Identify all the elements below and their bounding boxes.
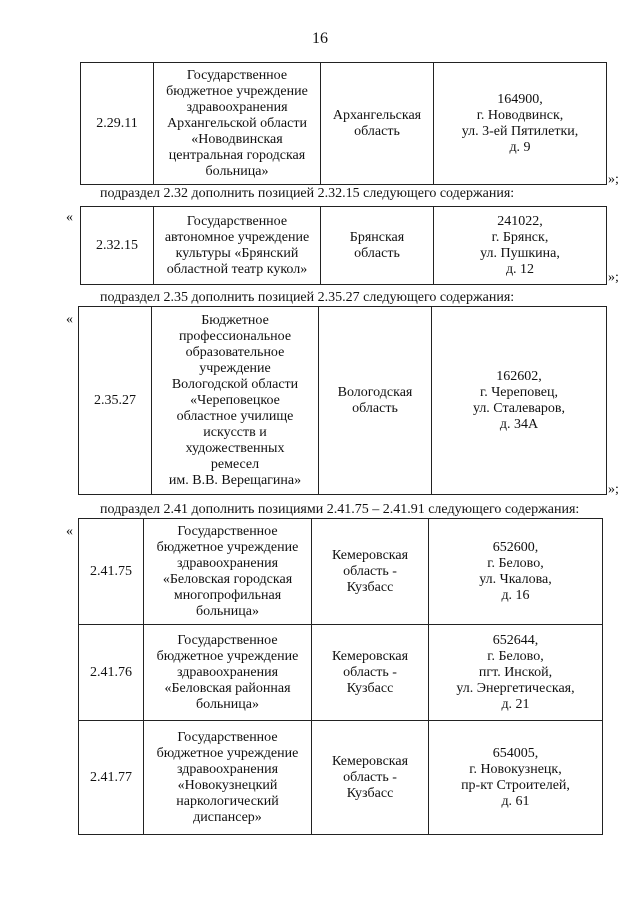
region: Кемеровская область - Кузбасс <box>312 519 429 625</box>
table-section-2-29 <box>80 62 607 185</box>
row-number: 2.41.75 <box>79 519 144 625</box>
institution-name: Бюджетное профессиональное образовательное учреждение Вологодской области «Череповецкое областное училище искусств и художественных ремесел им. В.В. Верещагина» <box>152 307 319 495</box>
row-number: 2.41.77 <box>79 721 144 835</box>
opening-quote: « <box>66 210 73 225</box>
instruction-text: подраздел 2.35 дополнить позицией 2.35.27 следующего содержания: <box>100 290 515 305</box>
region: Кемеровская область - Кузбасс <box>312 721 429 835</box>
closing-quote: »; <box>608 270 619 285</box>
closing-quote: »; <box>608 482 619 497</box>
opening-quote: « <box>66 312 73 327</box>
address: 652600, г. Белово, ул. Чкалова, д. 16 <box>429 519 603 625</box>
address: 164900, г. Новодвинск, ул. 3-ей Пятилетки, д. 9 <box>434 63 607 185</box>
row-number: 2.41.76 <box>79 625 144 721</box>
row-number: 2.35.27 <box>79 307 152 495</box>
address: 654005, г. Новокузнецк, пр-кт Строителей, д. 61 <box>429 721 603 835</box>
table-row <box>79 721 603 835</box>
table-row <box>79 307 607 495</box>
region: Кемеровская область - Кузбасс <box>312 625 429 721</box>
region: Архангельская область <box>321 63 434 185</box>
region: Вологодская область <box>319 307 432 495</box>
region: Брянская область <box>321 207 434 285</box>
instruction-text: подраздел 2.32 дополнить позицией 2.32.15 следующего содержания: <box>100 186 515 201</box>
table-row <box>79 625 603 721</box>
address: 652644, г. Белово, пгт. Инской, ул. Энергетическая, д. 21 <box>429 625 603 721</box>
institution-name: Государственное автономное учреждение культуры «Брянский областной театр кукол» <box>154 207 321 285</box>
row-number: 2.29.11 <box>81 63 154 185</box>
institution-name: Государственное бюджетное учреждение здравоохранения «Беловская городская многопрофильная больница» <box>144 519 312 625</box>
address: 241022, г. Брянск, ул. Пушкина, д. 12 <box>434 207 607 285</box>
institution-name: Государственное бюджетное учреждение здравоохранения «Беловская районная больница» <box>144 625 312 721</box>
institution-name: Государственное бюджетное учреждение здравоохранения «Новокузнецкий наркологический диспансер» <box>144 721 312 835</box>
table-section-2-35 <box>78 306 607 495</box>
row-number: 2.32.15 <box>81 207 154 285</box>
institution-name: Государственное бюджетное учреждение здравоохранения Архангельской области «Новодвинская центральная городская больница» <box>154 63 321 185</box>
address: 162602, г. Череповец, ул. Сталеваров, д. 34А <box>432 307 607 495</box>
table-row <box>81 207 607 285</box>
table-row <box>81 63 607 185</box>
table-row <box>79 519 603 625</box>
table-section-2-41 <box>78 518 603 835</box>
instruction-text: подраздел 2.41 дополнить позициями 2.41.75 – 2.41.91 следующего содержания: <box>100 502 580 517</box>
opening-quote: « <box>66 524 73 539</box>
page-number: 16 <box>312 30 328 47</box>
table-section-2-32 <box>80 206 607 285</box>
closing-quote: »; <box>608 172 619 187</box>
